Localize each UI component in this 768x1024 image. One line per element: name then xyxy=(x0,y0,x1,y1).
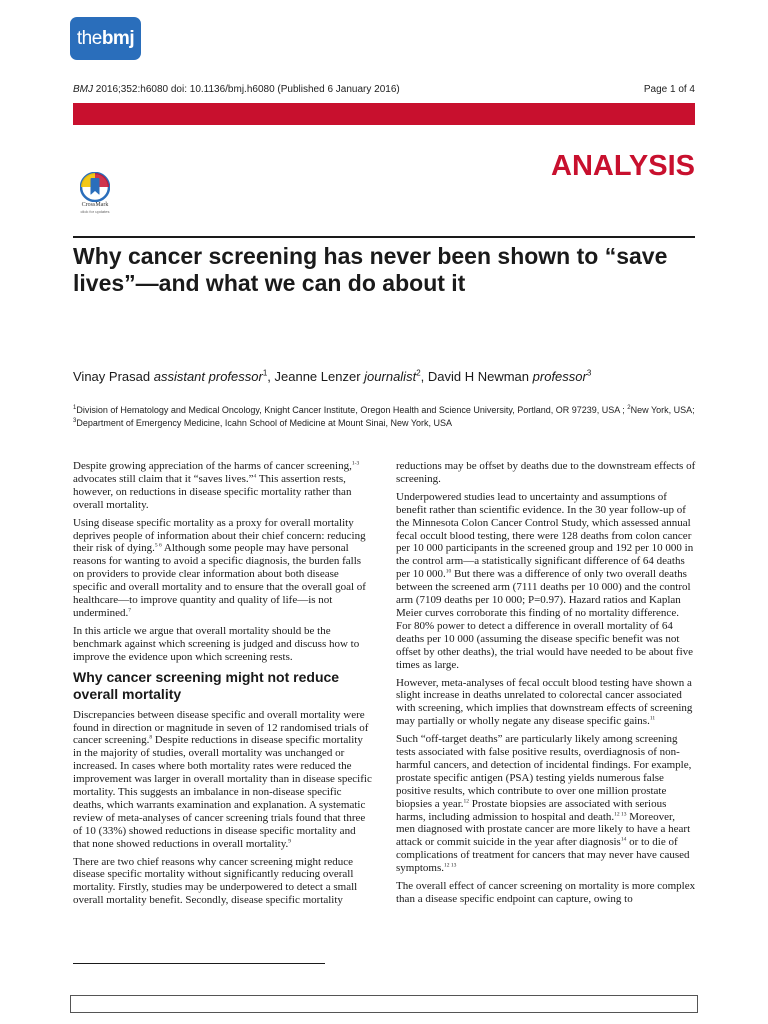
author-role: professor xyxy=(532,369,587,384)
paragraph-text: Although some people may have personal reasons for wanting to avoid a specific diagnosis, the burden falls on providers to provide clear information about both disease specific and overall mortality and to ensure that the overall goal of healthcare—to improve quantity and quality of life—is not undermined. xyxy=(73,542,366,619)
body-paragraph xyxy=(73,625,373,664)
body-paragraph xyxy=(73,460,373,512)
author-list xyxy=(73,369,591,384)
citation-ref: 12 13 xyxy=(443,862,457,869)
citation-line xyxy=(73,84,400,95)
paragraph-text: Underpowered studies lead to uncertainty and assumptions of benefit rather than scientific evidence. In the 30 year follow-up of the Minnesota Colon Cancer Control Study, which assessed annual fecal occult blood testing, there were 128 deaths from colon cancer per 10 000 participants in the screened group and 192 per 10 000 in the control arm—a statistically significant difference of 64 deaths per 10 000. xyxy=(396,490,694,581)
citation-ref: 10 xyxy=(445,568,452,575)
author-affil-ref: 1 xyxy=(262,368,268,378)
author-affil-ref: 2 xyxy=(416,368,421,378)
footnote-rule xyxy=(73,963,325,964)
body-paragraph xyxy=(73,856,373,908)
body-paragraph xyxy=(73,517,373,620)
article-title: Why cancer screening has never been shown to “save lives”—and what we can do about it xyxy=(73,243,668,296)
paragraph-text: Such “off-target deaths” are particularly likely among screening tests associated with false positive results, overdiagnosis of non-harmful cancers, and detection of incidental findings. For example, prostate specific antigen (PSA) testing yields numerous false positive results, which contribute to over one million prostate biopsies a year. xyxy=(396,733,692,810)
affiliation: Department of Emergency Medicine, Icahn School of Medicine at Mount Sinai, New York, USA xyxy=(76,418,453,428)
page-number: Page 1 of 4 xyxy=(643,84,695,95)
title-rule xyxy=(73,236,695,238)
paragraph-text: There are two chief reasons why cancer screening might reduce disease specific mortality without significantly reducing overall mortality. Firstly, studies may be underpowered to detect a small overall mortality benefit. Secondly, disease specific mortality xyxy=(73,855,358,907)
paragraph-text: or to die of complications of treatment for cancers that may never have caused symptoms. xyxy=(396,836,690,875)
citation-ref: 4 xyxy=(253,473,257,480)
body-column-left xyxy=(73,460,373,912)
journal-name: BMJ xyxy=(73,84,93,95)
author-separator: , xyxy=(267,369,275,384)
paragraph-text: Discrepancies between disease specific and overall mortality were found in direction or magnitude in seven of 12 randomised trials of cancer screening. xyxy=(73,708,369,747)
body-paragraph xyxy=(396,733,696,875)
citation-ref: 12 13 xyxy=(614,810,627,817)
bmj-logo[interactable] xyxy=(70,17,141,60)
paragraph-text: This assertion rests, however, on reductions in disease specific mortality rather than overall mortality. xyxy=(73,472,352,511)
crossmark-label: CrossMark xyxy=(81,202,109,208)
paragraph-text: However, meta-analyses of fecal occult blood testing have shown a slight increase in deaths unrelated to colorectal cancer associated with screening, which implies that downstream effects of screening may partially or wholly negate any disease specific gains. xyxy=(396,676,693,728)
paragraph-text: Despite reductions in disease specific mortality in the majority of studies, overall mortality was unchanged or increased. In cases where both mortality rates were reduced the improvement was larger in overall mortality than in disease specific mortality. This suggests an imbalance in non-disease specific deaths, which warrants examination and explanation. A systematic review of meta-analyses of cancer screening trials found that three of 10 (33%) showed reductions in disease specific mortality and that none showed reductions in overall mortality. xyxy=(73,734,372,850)
author-separator: , xyxy=(420,369,428,384)
citation-ref: 12 xyxy=(463,798,470,804)
logo-bmj: bmj xyxy=(101,27,135,49)
citation-ref: 9 xyxy=(288,838,292,844)
citation-ref: 8 xyxy=(149,734,153,741)
citation-details: 2016;352:h6080 doi: 10.1136/bmj.h6080 (Published 6 January 2016) xyxy=(93,84,400,95)
paragraph-text: The overall effect of cancer screening on mortality is more complex than a disease specific endpoint can capture, owing to xyxy=(396,880,696,905)
paragraph-text: Despite growing appreciation of the harms of cancer screening, xyxy=(73,460,352,472)
citation-ref: 5 6 xyxy=(154,542,162,549)
author-role: assistant professor xyxy=(153,369,263,384)
crossmark-badge[interactable] xyxy=(73,172,117,218)
affil-marker: 2 xyxy=(627,405,631,411)
affiliation: New York, USA; xyxy=(630,405,695,415)
author-name: Jeanne Lenzer xyxy=(274,369,361,384)
crossmark-icon xyxy=(80,172,110,202)
affiliations xyxy=(73,404,697,430)
footer-box xyxy=(70,995,698,1013)
paragraph-text: Moreover, men diagnosed with prostate cancer are more likely to have a heart attack or commit suicide in the year after diagnosis xyxy=(396,810,691,849)
author-name: David H Newman xyxy=(427,369,530,384)
body-paragraph xyxy=(73,709,373,851)
body-paragraph xyxy=(396,460,696,486)
author-affil-ref: 3 xyxy=(586,368,592,378)
affil-marker: 3 xyxy=(73,418,77,424)
body-paragraph xyxy=(396,677,696,729)
affil-marker: 1 xyxy=(73,405,77,411)
author-role: journalist xyxy=(364,369,417,384)
section-heading: Why cancer screening might not reduce overall mortality xyxy=(73,668,340,702)
paragraph-text: Prostate biopsies are associated with serious harms, including admission to hospital and death. xyxy=(396,797,667,823)
citation-ref: 11 xyxy=(649,715,656,722)
paragraph-text: Using disease specific mortality as a proxy for overall mortality deprives people of information about their chief concern: reducing their risk of dying. xyxy=(73,516,366,555)
crossmark-sublabel: click for updates xyxy=(80,209,110,214)
author-name: Vinay Prasad xyxy=(73,369,151,384)
paragraph-text: In this article we argue that overall mortality should be the benchmark against which screening is judged and discuss how to improve the evidence upon which screening rests. xyxy=(73,624,360,663)
body-paragraph xyxy=(396,491,696,672)
header-red-bar xyxy=(73,103,695,125)
body-paragraph xyxy=(396,880,696,906)
citation-ref: 14 xyxy=(620,836,627,843)
section-label: ANALYSIS xyxy=(551,150,695,182)
paragraph-text: reductions may be offset by deaths due to the downstream effects of screening. xyxy=(396,460,696,485)
affiliation: Division of Hematology and Medical Oncology, Knight Cancer Institute, Oregon Health and Science University, Portland, OR 97239, USA ; xyxy=(76,405,628,415)
citation-ref: 1-3 xyxy=(351,460,360,467)
logo-the: the xyxy=(76,27,102,49)
paragraph-text: But there was a difference of only two overall deaths between the screened arm (7111 deaths per 10 000) and the control arm (7109 deaths per 10 000; P=0.97). Hazard ratios and Kaplan Meier curves corroborate this finding of no mortality difference. For 80% power to detect a difference in overall mortality of 64 deaths per 10 000 (assuming the disease specific benefit was not offset by other deaths), the trial would have needed to be about five times as large. xyxy=(396,568,694,671)
body-column-right xyxy=(396,460,696,911)
citation-ref: 7 xyxy=(128,607,132,614)
paragraph-text: advocates still claim that it “saves lives.” xyxy=(73,472,254,485)
